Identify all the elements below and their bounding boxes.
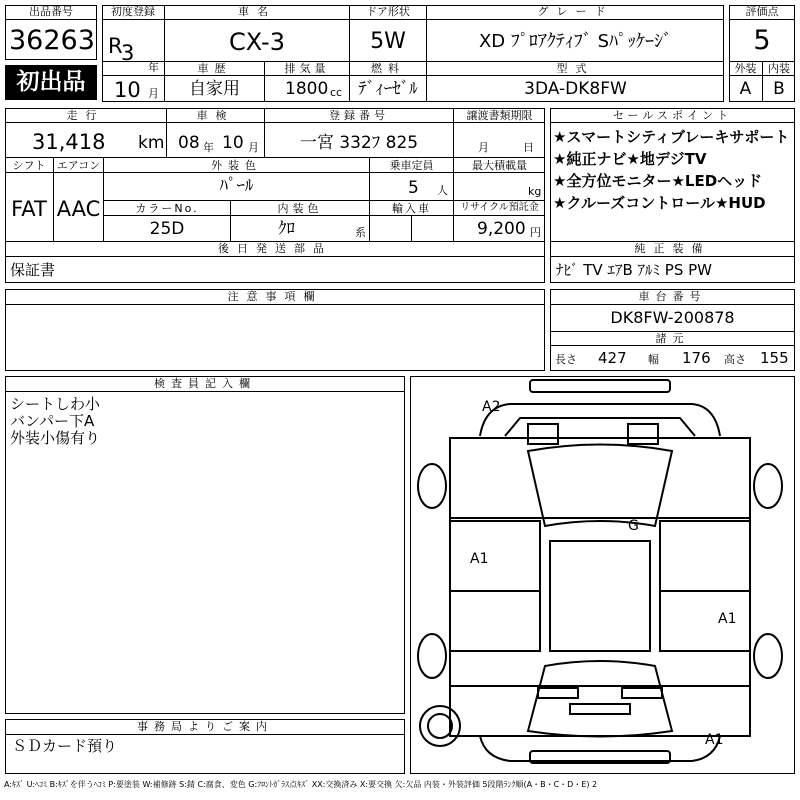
inspector-line-3: 外装小傷有り xyxy=(10,429,101,447)
year-unit: 年 xyxy=(148,61,159,74)
later-parts-label: 後日発送部品 xyxy=(218,242,332,255)
inspection-month-unit: 月 xyxy=(248,141,259,154)
damage-mark-a1-right: A1 xyxy=(718,611,737,627)
transfer-label: 譲渡書類期限 xyxy=(466,109,533,122)
sales-point-3: ★全方位モニター★LEDヘッド xyxy=(553,172,763,190)
grade: XD ﾌﾟﾛｱｸﾃｨﾌﾞ Sﾊﾟｯｹｰｼﾞ xyxy=(478,31,673,52)
history: 自家用 xyxy=(189,79,240,99)
car-name: CX-3 xyxy=(229,28,285,56)
capacity: 5 xyxy=(408,178,419,198)
color-number: 25D xyxy=(149,219,185,239)
mileage: 31,418 xyxy=(32,130,106,154)
inspection-year-unit: 年 xyxy=(203,141,214,154)
interior-color-unit: 系 xyxy=(355,226,366,239)
first-reg-month: 10 xyxy=(114,78,141,102)
office-label: 事務局よりご案内 xyxy=(137,720,273,733)
first-reg-year: 3 xyxy=(121,41,135,65)
damage-mark-a2: A2 xyxy=(482,399,501,415)
plate-label: 登録番号 xyxy=(329,109,389,122)
inspection-label: 車検 xyxy=(196,109,235,122)
score-label: 評価点 xyxy=(745,5,779,18)
inspection-year: 08 xyxy=(178,133,200,153)
air-conditioner: AAC xyxy=(56,197,101,221)
import-label: 輸入車 xyxy=(392,202,431,215)
load-label: 最大積載量 xyxy=(472,159,527,172)
ac-label: エアコン xyxy=(56,159,101,172)
later-parts-value: 保証書 xyxy=(10,261,56,279)
fuel: ﾃﾞｨｰｾﾞﾙ xyxy=(358,79,418,99)
inspector-line-1: シートしわ小 xyxy=(10,395,101,413)
first-listing-badge: 初出品 xyxy=(5,65,97,100)
chassis-label: 車台番号 xyxy=(638,290,707,303)
lot-number: 36263 xyxy=(9,25,95,56)
door-label: ドア形状 xyxy=(366,5,410,18)
damage-mark-a1-rear: A1 xyxy=(705,732,724,748)
width: 176 xyxy=(682,349,711,367)
interior-color: ｸﾛ xyxy=(278,219,295,239)
width-label: 幅 xyxy=(648,353,659,366)
car-name-label: 車名 xyxy=(238,5,276,18)
office-value: ＳＤカード預り xyxy=(12,737,118,755)
fuel-label: 燃料 xyxy=(371,62,405,75)
plate: 一宮 332ﾌ 825 xyxy=(299,133,419,153)
height-label: 高さ xyxy=(724,353,746,366)
damage-mark-a1-left: A1 xyxy=(470,551,489,567)
chassis-number: DK8FW-200878 xyxy=(610,308,735,327)
displacement: 1800 xyxy=(285,79,329,99)
inspection-month: 10 xyxy=(222,133,244,153)
history-label: 車歴 xyxy=(197,62,232,75)
color-label: 外装色 xyxy=(211,159,262,172)
shift: FAT xyxy=(11,197,47,221)
equipment-value: ﾅﾋﾞ TV ｴｱB ｱﾙﾐ PS PW xyxy=(556,261,712,279)
exterior-label: 外装 xyxy=(734,62,757,75)
lot-number-label: 出品番号 xyxy=(29,5,73,18)
model-code-label: 型式 xyxy=(556,62,595,75)
inspector-line-2: バンパー下A xyxy=(10,412,95,430)
recycle-unit: 円 xyxy=(530,226,541,239)
color-number-label: カラーNo. xyxy=(135,202,199,215)
height: 155 xyxy=(760,349,789,367)
length-label: 長さ xyxy=(555,353,577,366)
load-unit: kg xyxy=(528,185,542,198)
inspector-label: 検査員記入欄 xyxy=(154,377,256,390)
equipment-label: 純正装備 xyxy=(634,242,711,255)
sales-point-1: ★スマートシティブレーキサポート xyxy=(553,128,790,146)
exterior-color: ﾊﾟｰﾙ xyxy=(219,176,254,196)
sales-point-2: ★純正ナビ★地デジTV xyxy=(553,150,707,168)
capacity-label: 乗車定員 xyxy=(389,159,434,172)
transfer-month-unit: 月 xyxy=(478,141,489,154)
notes-label: 注意事項欄 xyxy=(227,290,323,303)
dims-label: 諸元 xyxy=(655,332,690,345)
transfer-day-unit: 日 xyxy=(523,141,534,154)
recycle-fee: 9,200 xyxy=(477,219,526,239)
era: R xyxy=(108,34,123,58)
month-unit: 月 xyxy=(148,87,159,100)
first-reg-label: 初度登録 xyxy=(111,5,155,18)
mileage-unit: km xyxy=(138,133,165,153)
detail-table xyxy=(5,108,545,242)
capacity-unit: 人 xyxy=(437,184,448,197)
recycle-label: リサイクル預託金 xyxy=(460,202,539,213)
car-diagram xyxy=(410,376,795,774)
sales-points-label: セールスポイント xyxy=(612,109,732,122)
mileage-label: 走行 xyxy=(66,109,105,122)
sales-point-4: ★クルーズコントロール★HUD xyxy=(553,194,766,212)
exterior-grade: A xyxy=(739,79,752,99)
length: 427 xyxy=(598,349,627,367)
displacement-unit: cc xyxy=(330,86,343,99)
damage-mark-g: G xyxy=(628,518,639,534)
interior-grade: B xyxy=(773,79,785,99)
score: 5 xyxy=(753,25,771,56)
grade-label: グレード xyxy=(537,5,614,18)
legend: A:ｷｽﾞ U:ﾍｺﾐ B:ｷｽﾞを伴うﾍｺﾐ P:要塗装 W:補修跡 S:錆 C:腐食、変色 G:ﾌﾛﾝﾄｶﾞﾗｽ点ｷｽﾞ XX:交換済み X:要交換 欠:欠品 内装・外装評価 5段階ﾗﾝｸ順(A・B・C・D・E) 2 xyxy=(4,780,598,789)
model-code: 3DA-DK8FW xyxy=(524,79,627,99)
shift-label: シフト xyxy=(12,159,46,172)
door-type: 5W xyxy=(370,29,406,54)
displacement-label: 排気量 xyxy=(284,62,330,75)
interior-label: 内装 xyxy=(768,62,790,75)
interior-color-label: 内装色 xyxy=(277,202,323,215)
